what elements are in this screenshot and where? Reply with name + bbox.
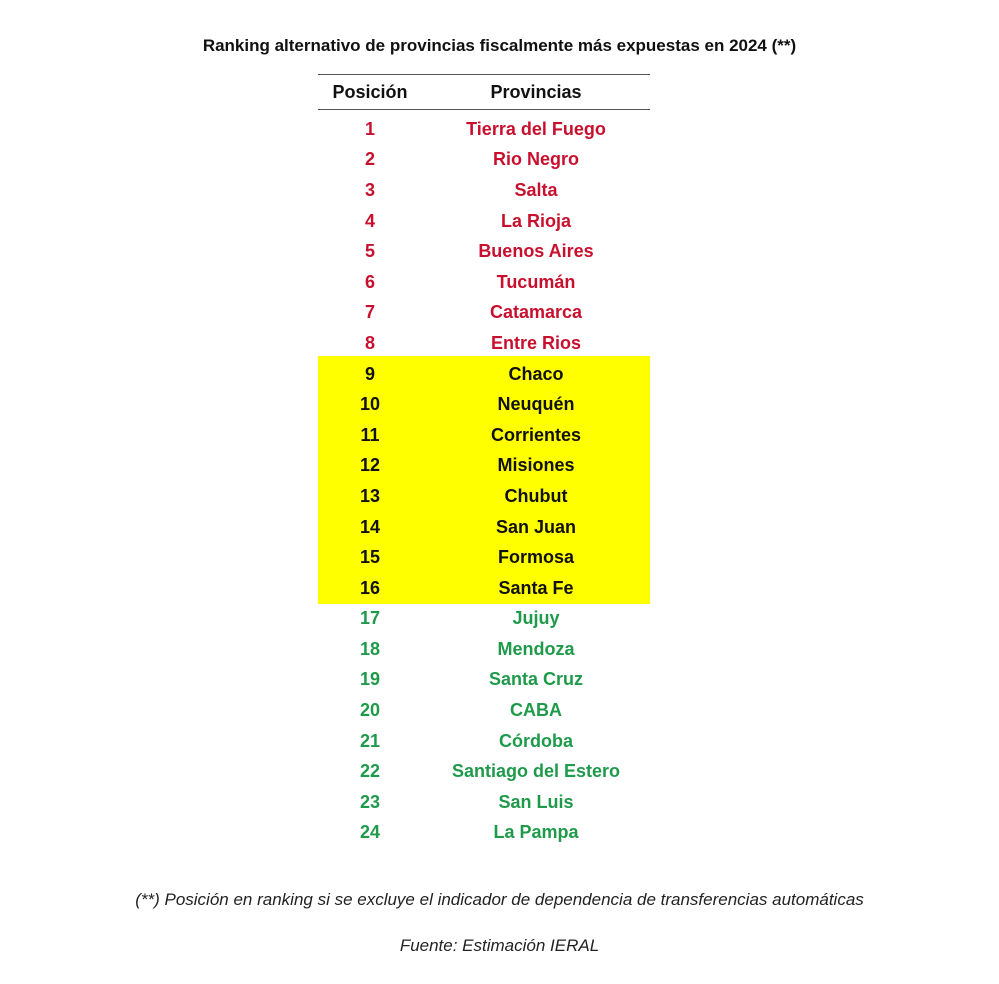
row-province: Corrientes [490, 424, 582, 445]
row-province: Córdoba [499, 730, 573, 751]
row-province: San Juan [495, 516, 577, 537]
table-row [318, 420, 650, 451]
row-position: 10 [359, 394, 381, 415]
header-province: Provincias [490, 81, 582, 102]
row-position: 16 [359, 577, 381, 598]
row-province: Jujuy [512, 608, 560, 629]
table-row [318, 328, 650, 359]
row-province: Santa Cruz [488, 669, 584, 690]
row-province: Chubut [504, 485, 568, 506]
table-row [318, 389, 650, 420]
row-position: 15 [359, 547, 381, 568]
row-province: La Pampa [493, 822, 579, 843]
table-row [318, 695, 650, 726]
table-row [318, 542, 650, 573]
row-position: 5 [364, 241, 375, 262]
row-position: 4 [364, 210, 375, 231]
row-province: Mendoza [497, 638, 575, 659]
row-position: 9 [364, 363, 375, 384]
row-province: Neuquén [497, 394, 575, 415]
row-position: 20 [359, 700, 381, 721]
row-province: CABA [510, 700, 562, 721]
footnote: (**) Posición en ranking si se excluye el indicador de dependencia de transferencias automáticas [135, 890, 864, 909]
row-province: Buenos Aires [478, 241, 594, 262]
table-header-rule [318, 109, 650, 110]
row-position: 2 [364, 149, 375, 170]
table-row [318, 359, 650, 390]
row-position: 6 [364, 271, 375, 292]
ranking-table [318, 74, 650, 848]
row-province: Tucumán [496, 271, 576, 292]
table-row [318, 604, 650, 635]
table-body [318, 114, 650, 848]
row-province: Chaco [508, 363, 564, 384]
row-position: 23 [359, 791, 381, 812]
row-position: 1 [364, 118, 375, 139]
header-position: Posición [332, 81, 408, 102]
table-row [318, 665, 650, 696]
row-province: Formosa [497, 547, 575, 568]
row-position: 18 [359, 638, 381, 659]
table-row [318, 175, 650, 206]
table-row [318, 573, 650, 604]
table-header-row [318, 75, 650, 109]
row-province: Misiones [497, 455, 575, 476]
row-position: 7 [364, 302, 375, 323]
table-row [318, 114, 650, 145]
table-row [318, 818, 650, 849]
row-position: 17 [359, 608, 381, 629]
row-province: San Luis [498, 791, 574, 812]
table-row [318, 726, 650, 757]
row-position: 13 [359, 485, 381, 506]
row-position: 14 [359, 516, 381, 537]
table-row [318, 145, 650, 176]
table-row [318, 512, 650, 543]
source-note: Fuente: Estimación IERAL [399, 936, 600, 955]
page-title: Ranking alternativo de provincias fiscalmente más expuestas en 2024 (**) [202, 36, 797, 55]
table-row [318, 787, 650, 818]
row-province: Catamarca [489, 302, 583, 323]
row-position: 3 [364, 179, 375, 200]
table-row [318, 481, 650, 512]
table-row [318, 206, 650, 237]
row-province: Tierra del Fuego [466, 118, 606, 139]
row-province: Santa Fe [498, 577, 574, 598]
row-position: 19 [359, 669, 381, 690]
row-province: Santiago del Estero [451, 761, 621, 782]
row-position: 8 [364, 332, 375, 353]
row-province: Rio Negro [492, 149, 579, 170]
row-position: 21 [359, 730, 381, 751]
row-province: La Rioja [500, 210, 571, 231]
table-row [318, 236, 650, 267]
table-row [318, 756, 650, 787]
table-row [318, 634, 650, 665]
row-position: 12 [359, 455, 381, 476]
table-row [318, 298, 650, 329]
row-position: 22 [359, 761, 381, 782]
row-province: Entre Rios [490, 332, 582, 353]
row-position: 24 [359, 822, 381, 843]
table-row [318, 451, 650, 482]
row-position: 11 [360, 424, 380, 445]
row-province: Salta [514, 179, 558, 200]
table-row [318, 267, 650, 298]
